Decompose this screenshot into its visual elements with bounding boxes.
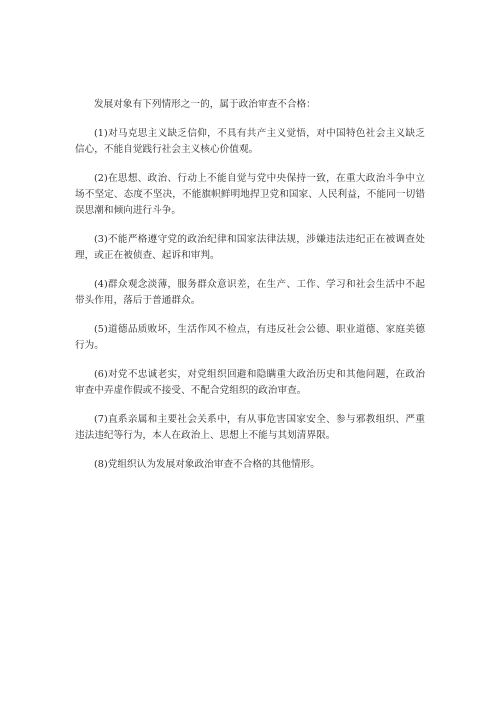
intro-paragraph: 发展对象有下列情形之一的，属于政治审查不合格： xyxy=(94,99,316,110)
list-item-8: (8)党组织认为发展对象政治审查不合格的其他情形。 xyxy=(94,459,320,470)
list-item-7: (7)直系亲属和主要社会关系中，有从事危害国家安全、参与邪教组织、严重违法违纪等行为，本人在政治上、思想上不能与其划清界限。 xyxy=(75,414,425,441)
list-item-5: (5)道德品质败坏，生活作风不检点，有违反社会公德、职业道德、家庭美德行为。 xyxy=(75,324,425,351)
list-item-3: (3)不能严格遵守党的政治纪律和国家法律法规，涉嫌违法违纪正在被调查处理，或正在被侦查、起诉和审判。 xyxy=(75,234,425,261)
list-item-4: (4)群众观念淡薄，服务群众意识差，在生产、工作、学习和社会生活中不起带头作用，落后于普通群众。 xyxy=(75,279,425,306)
list-item-6: (6)对党不忠诚老实，对党组织回避和隐瞒重大政治历史和其他问题，在政治审查中弄虚作假或不接受、不配合党组织的政治审查。 xyxy=(75,369,425,396)
list-item-1: (1)对马克思主义缺乏信仰，不具有共产主义觉悟，对中国特色社会主义缺乏信心，不能自觉践行社会主义核心价值观。 xyxy=(75,128,425,155)
list-item-2: (2)在思想、政治、行动上不能自觉与党中央保持一致，在重大政治斗争中立场不坚定、态度不坚决，不能旗帜鲜明地捍卫党和国家、人民利益，不能同一切错误思潮和倾向进行斗争。 xyxy=(75,173,425,216)
document-body xyxy=(75,97,425,473)
